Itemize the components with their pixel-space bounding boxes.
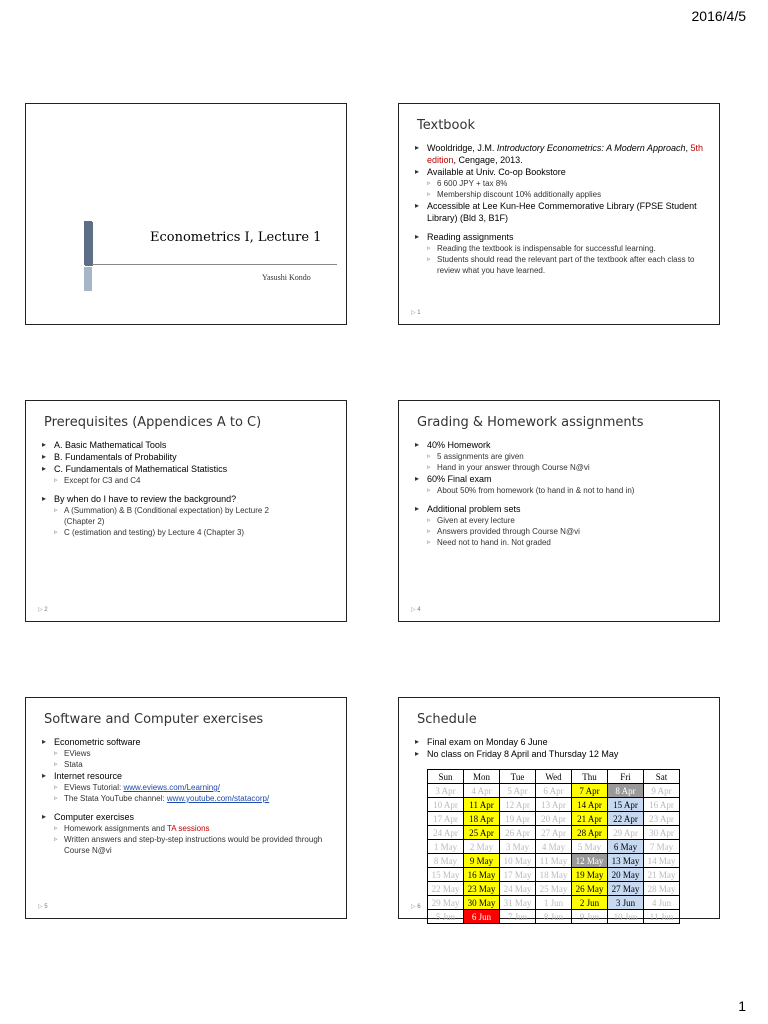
sub-bullet-item: ▹ About 50% from homework (to hand in & not to hand in) (415, 485, 711, 496)
calendar-day-cell: 3 May (500, 840, 536, 854)
slide-number: 5 (44, 904, 48, 910)
eviews-link[interactable]: www.eviews.com/Learning/ (123, 783, 220, 792)
slide-software (25, 697, 347, 919)
calendar-day-cell: 19 Apr (500, 812, 536, 826)
bullet-item: ▸ Reading assignments (415, 231, 711, 243)
calendar-day-cell: 29 Apr (608, 826, 644, 840)
footer-triangle-icon: ▷ (411, 310, 416, 316)
calendar-day-cell: 25 May (536, 882, 572, 896)
calendar-day-cell: 1 Jun (536, 896, 572, 910)
calendar-day-cell: 24 Apr (428, 826, 464, 840)
calendar-day-cell: 12 Apr (500, 798, 536, 812)
slide-grading (398, 400, 720, 622)
calendar-day-cell: 27 Apr (536, 826, 572, 840)
calendar-day-cell: 21 Apr (572, 812, 608, 826)
calendar-week-row (428, 868, 680, 882)
sub-bullet-item: ▹ C (estimation and testing) by Lecture 4 (Chapter 3) (42, 527, 338, 538)
footer-triangle-icon: ▷ (38, 904, 43, 910)
book-title: Introductory Econometrics: A Modern Approach (496, 143, 686, 153)
calendar-day-cell: 13 May (608, 854, 644, 868)
edition: 5th edition (427, 143, 703, 165)
title-accent-bar-dark (84, 221, 92, 265)
calendar-day-cell: 31 May (500, 896, 536, 910)
calendar-week-row (428, 896, 680, 910)
lecture-author: Yasushi Kondo (262, 273, 311, 282)
sub-bullet-item: ▹ Reading the textbook is indispensable for successful learning. (415, 243, 711, 254)
calendar-day-cell: 20 Apr (536, 812, 572, 826)
slide-content (42, 439, 338, 538)
title-underline (92, 264, 337, 265)
calendar-day-cell: 5 Apr (500, 784, 536, 798)
calendar-day-cell: 2 May (464, 840, 500, 854)
calendar-day-cell: 29 May (428, 896, 464, 910)
calendar-day-cell: 28 May (644, 882, 680, 896)
calendar-week-row (428, 910, 680, 924)
calendar-day-cell: 5 May (572, 840, 608, 854)
calendar-day-cell: 4 May (536, 840, 572, 854)
calendar-day-cell: 18 Apr (464, 812, 500, 826)
sub-bullet-item: ▹ Except for C3 and C4 (42, 475, 338, 486)
sub-bullet-item: ▹ A (Summation) & B (Conditional expectation) by Lecture 2 (Chapter 2) (42, 505, 284, 527)
calendar-day-cell: 4 Apr (464, 784, 500, 798)
calendar-day-cell: 21 May (644, 868, 680, 882)
ta-sessions: TA sessions (167, 824, 210, 833)
slide-heading: Schedule (417, 712, 477, 727)
stata-youtube-link[interactable]: www.youtube.com/statacorp/ (166, 794, 270, 803)
calendar-week-row (428, 812, 680, 826)
calendar-body (428, 784, 680, 924)
calendar-day-cell: 15 Apr (608, 798, 644, 812)
calendar-day-cell: 17 Apr (428, 812, 464, 826)
sub-bullet-item: ▹ Need not to hand in. Not graded (415, 537, 711, 548)
slide-footer (411, 309, 421, 316)
calendar-day-cell: 6 Apr (536, 784, 572, 798)
calendar-week-row (428, 798, 680, 812)
slide-content (415, 439, 711, 548)
title-accent-bar-light (84, 267, 92, 291)
calendar-day-cell: 9 May (464, 854, 500, 868)
calendar-day-header: Wed (536, 770, 572, 784)
calendar-day-cell: 16 May (464, 868, 500, 882)
text: Wooldridge, J.M. (427, 143, 495, 153)
text: The Stata YouTube channel: (64, 794, 167, 803)
calendar-day-cell: 30 Apr (644, 826, 680, 840)
slide-number: 1 (417, 310, 421, 316)
calendar-week-row (428, 826, 680, 840)
bullet-item: ▸ Internet resource (42, 770, 338, 782)
slide-footer (411, 606, 421, 613)
sub-bullet-item (42, 793, 338, 804)
slide-number: 6 (417, 904, 421, 910)
calendar-day-cell: 11 Apr (464, 798, 500, 812)
slide-textbook (398, 103, 720, 325)
calendar-week-row (428, 840, 680, 854)
calendar-day-cell: 7 Jun (500, 910, 536, 924)
calendar-day-cell: 23 May (464, 882, 500, 896)
slide-number: 4 (417, 607, 421, 613)
slide-content (42, 736, 338, 856)
calendar-day-header: Sun (428, 770, 464, 784)
bullet-item: ▸ Econometric software (42, 736, 338, 748)
sub-bullet-item: ▹ 5 assignments are given (415, 451, 711, 462)
sub-bullet-item: ▹ Given at every lecture (415, 515, 711, 526)
slide-content (415, 142, 711, 276)
calendar-day-cell: 8 May (428, 854, 464, 868)
calendar-day-cell: 6 May (608, 840, 644, 854)
slide-heading: Textbook (417, 118, 475, 133)
calendar-day-cell: 25 Apr (464, 826, 500, 840)
sub-bullet-item: ▹ Hand in your answer through Course N@vi (415, 462, 711, 473)
slide-footer (38, 903, 48, 910)
schedule-calendar (427, 769, 680, 924)
bullet-item: ▸ Available at Univ. Co-op Bookstore (415, 166, 711, 178)
sub-bullet-item: ▹ Answers provided through Course N@vi (415, 526, 711, 537)
calendar-day-cell: 11 Jun (644, 910, 680, 924)
calendar-day-cell: 19 May (572, 868, 608, 882)
calendar-day-cell: 12 May (572, 854, 608, 868)
slide-heading: Prerequisites (Appendices A to C) (44, 415, 262, 430)
calendar-week-row (428, 784, 680, 798)
calendar-day-cell: 2 Jun (572, 896, 608, 910)
calendar-day-cell: 23 Apr (644, 812, 680, 826)
slide-content (415, 736, 711, 760)
footer-triangle-icon: ▷ (38, 607, 43, 613)
sub-bullet-item: ▹ Written answers and step-by-step instructions would be provided through Course N@vi (42, 834, 338, 856)
bullet-item: ▸ By when do I have to review the background? (42, 493, 338, 505)
calendar-day-cell: 1 May (428, 840, 464, 854)
calendar-day-cell: 3 Apr (428, 784, 464, 798)
calendar-day-cell: 10 Apr (428, 798, 464, 812)
slide-prerequisites (25, 400, 347, 622)
slide-heading: Grading & Homework assignments (417, 415, 644, 430)
bullet-item: ▸ 60% Final exam (415, 473, 711, 485)
calendar-day-cell: 15 May (428, 868, 464, 882)
bullet-item: ▸ Final exam on Monday 6 June (415, 736, 711, 748)
calendar-day-cell: 5 Jun (428, 910, 464, 924)
page-date: 2016/4/5 (691, 8, 746, 24)
calendar-day-cell: 17 May (500, 868, 536, 882)
calendar-day-cell: 13 Apr (536, 798, 572, 812)
calendar-day-header: Tue (500, 770, 536, 784)
page-number: 1 (738, 998, 746, 1014)
slide-footer (38, 606, 48, 613)
calendar-header-row (428, 770, 680, 784)
calendar-week-row (428, 854, 680, 868)
calendar-day-cell: 24 May (500, 882, 536, 896)
calendar-day-cell: 4 Jun (644, 896, 680, 910)
calendar-day-cell: 10 Jun (608, 910, 644, 924)
calendar-day-cell: 28 Apr (572, 826, 608, 840)
calendar-day-cell: 20 May (608, 868, 644, 882)
calendar-day-cell: 8 Jun (536, 910, 572, 924)
sub-bullet-item: ▹ Stata (42, 759, 338, 770)
bullet-item: ▸ Computer exercises (42, 811, 338, 823)
bullet-item: ▸ C. Fundamentals of Mathematical Statistics (42, 463, 338, 475)
slide-number: 2 (44, 607, 48, 613)
calendar-day-header: Fri (608, 770, 644, 784)
sub-bullet-item: ▹ EViews (42, 748, 338, 759)
lecture-title: Econometrics I, Lecture 1 (150, 230, 322, 245)
slide-heading: Software and Computer exercises (44, 712, 264, 727)
bullet-item: ▸ Accessible at Lee Kun-Hee Commemorative Library (FPSE Student Library) (Bld 3, B1F) (415, 200, 711, 224)
text: Homework assignments and (64, 824, 168, 833)
text: , Cengage, 2013. (453, 155, 523, 165)
calendar-day-cell: 9 Jun (572, 910, 608, 924)
calendar-day-cell: 22 Apr (608, 812, 644, 826)
calendar-day-cell: 18 May (536, 868, 572, 882)
calendar-day-cell: 3 Jun (608, 896, 644, 910)
text: EViews Tutorial: (64, 783, 124, 792)
calendar-day-cell: 8 Apr (608, 784, 644, 798)
calendar-day-cell: 26 May (572, 882, 608, 896)
calendar-day-cell: 14 May (644, 854, 680, 868)
calendar-day-header: Thu (572, 770, 608, 784)
calendar-day-header: Sat (644, 770, 680, 784)
calendar-day-cell: 22 May (428, 882, 464, 896)
calendar-day-cell: 9 Apr (644, 784, 680, 798)
bullet-item: ▸ 40% Homework (415, 439, 711, 451)
sub-bullet-item (42, 782, 338, 793)
bullet-item: ▸ B. Fundamentals of Probability (42, 451, 338, 463)
calendar-day-cell: 27 May (608, 882, 644, 896)
slide-footer (411, 903, 421, 910)
slide-title (25, 103, 347, 325)
sub-bullet-item: ▹ Students should read the relevant part of the textbook after each class to review what you have learned. (415, 254, 711, 276)
sub-bullet-item: ▹ 6 600 JPY + tax 8% (415, 178, 711, 189)
bullet-item: ▸ Wooldridge, J.M. Introductory Econometrics: A Modern Approach, 5th edition, Cengage, 2013. (415, 142, 711, 166)
bullet-item: ▸ Additional problem sets (415, 503, 711, 515)
calendar-day-cell: 11 May (536, 854, 572, 868)
calendar-day-cell: 16 Apr (644, 798, 680, 812)
calendar-day-cell: 26 Apr (500, 826, 536, 840)
bullet-item: ▸ No class on Friday 8 April and Thursday 12 May (415, 748, 711, 760)
sub-bullet-item (42, 823, 338, 834)
footer-triangle-icon: ▷ (411, 607, 416, 613)
calendar-week-row (428, 882, 680, 896)
bullet-item: ▸ A. Basic Mathematical Tools (42, 439, 338, 451)
calendar-day-header: Mon (464, 770, 500, 784)
calendar-day-cell: 7 Apr (572, 784, 608, 798)
calendar-day-cell: 7 May (644, 840, 680, 854)
calendar-day-cell: 10 May (500, 854, 536, 868)
calendar-day-cell: 14 Apr (572, 798, 608, 812)
footer-triangle-icon: ▷ (411, 904, 416, 910)
calendar-day-cell: 30 May (464, 896, 500, 910)
calendar-day-cell: 6 Jun (464, 910, 500, 924)
sub-bullet-item: ▹ Membership discount 10% additionally applies (415, 189, 711, 200)
